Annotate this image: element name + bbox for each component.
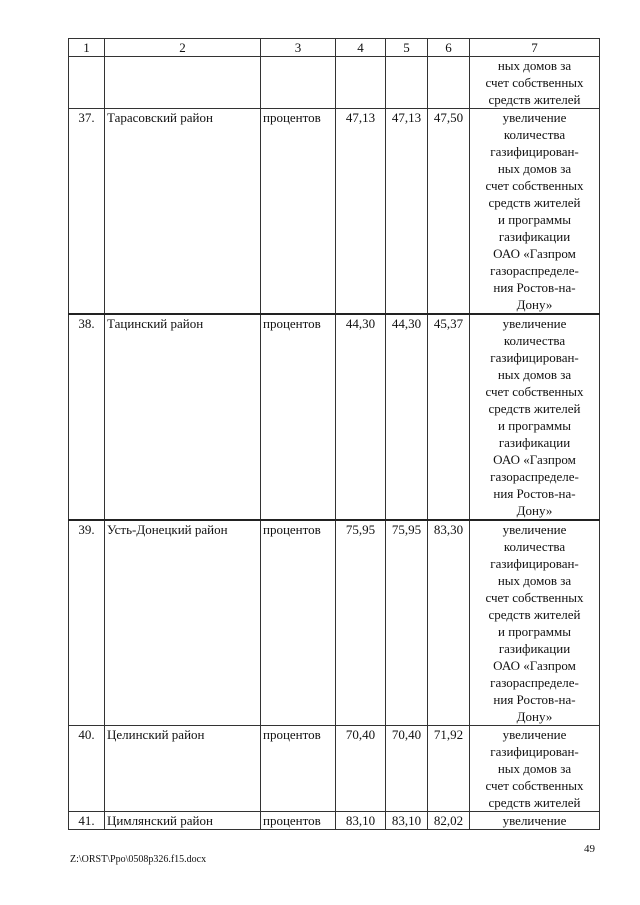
unit-cell: процентов xyxy=(261,314,336,520)
note-cell: ных домов за счет собственных средств жителей xyxy=(470,57,600,109)
table-row xyxy=(69,520,600,726)
value-col4: 70,40 xyxy=(336,726,386,812)
value-col4: 75,95 xyxy=(336,520,386,726)
table-row xyxy=(69,812,600,830)
unit-cell: процентов xyxy=(261,726,336,812)
header-cell: 6 xyxy=(428,39,470,57)
table-row xyxy=(69,726,600,812)
header-cell: 3 xyxy=(261,39,336,57)
row-number: 40. xyxy=(69,726,105,812)
value-col4: 47,13 xyxy=(336,109,386,315)
table-row xyxy=(69,109,600,315)
value-col5: 75,95 xyxy=(386,520,428,726)
header-cell: 1 xyxy=(69,39,105,57)
page-number: 49 xyxy=(584,843,595,855)
value-col6: 45,37 xyxy=(428,314,470,520)
district-name: Целинский район xyxy=(105,726,261,812)
header-cell: 7 xyxy=(470,39,600,57)
value-col6: 83,30 xyxy=(428,520,470,726)
note-cell: увеличение количества газифицирован- ных домов за счет собственных средств жителей и программы газификации ОАО «Газпром газораспределе- ния Ростов-на- Дону» xyxy=(470,109,600,315)
file-path: Z:\ORST\Ppo\0508p326.f15.docx xyxy=(70,854,207,865)
value-col6: 47,50 xyxy=(428,109,470,315)
indicator-table xyxy=(68,38,600,830)
header-cell: 5 xyxy=(386,39,428,57)
note-cell: увеличение количества газифицирован- ных домов за счет собственных средств жителей и программы газификации ОАО «Газпром газораспределе- ния Ростов-на- Дону» xyxy=(470,520,600,726)
district-name: Цимлянский район xyxy=(105,812,261,830)
note-cell: увеличение газифицирован- ных домов за счет собственных средств жителей xyxy=(470,726,600,812)
table-row-continuation xyxy=(69,57,600,109)
value-col5: 70,40 xyxy=(386,726,428,812)
unit-cell: процентов xyxy=(261,520,336,726)
row-number: 41. xyxy=(69,812,105,830)
row-number: 37. xyxy=(69,109,105,315)
row-number: 38. xyxy=(69,314,105,520)
value-col4: 83,10 xyxy=(336,812,386,830)
value-col5: 44,30 xyxy=(386,314,428,520)
note-cell: увеличение количества газифицирован- ных домов за счет собственных средств жителей и программы газификации ОАО «Газпром газораспределе- ния Ростов-на- Дону» xyxy=(470,314,600,520)
district-name: Усть-Донецкий район xyxy=(105,520,261,726)
note-cell: увеличение xyxy=(470,812,600,830)
header-cell: 2 xyxy=(105,39,261,57)
table-row xyxy=(69,314,600,520)
unit-cell: процентов xyxy=(261,812,336,830)
value-col6: 71,92 xyxy=(428,726,470,812)
unit-cell: процентов xyxy=(261,109,336,315)
value-col6: 82,02 xyxy=(428,812,470,830)
value-col4: 44,30 xyxy=(336,314,386,520)
header-cell: 4 xyxy=(336,39,386,57)
row-number: 39. xyxy=(69,520,105,726)
value-col5: 83,10 xyxy=(386,812,428,830)
value-col5: 47,13 xyxy=(386,109,428,315)
table-header-row xyxy=(69,39,600,57)
district-name: Тарасовский район xyxy=(105,109,261,315)
district-name: Тацинский район xyxy=(105,314,261,520)
